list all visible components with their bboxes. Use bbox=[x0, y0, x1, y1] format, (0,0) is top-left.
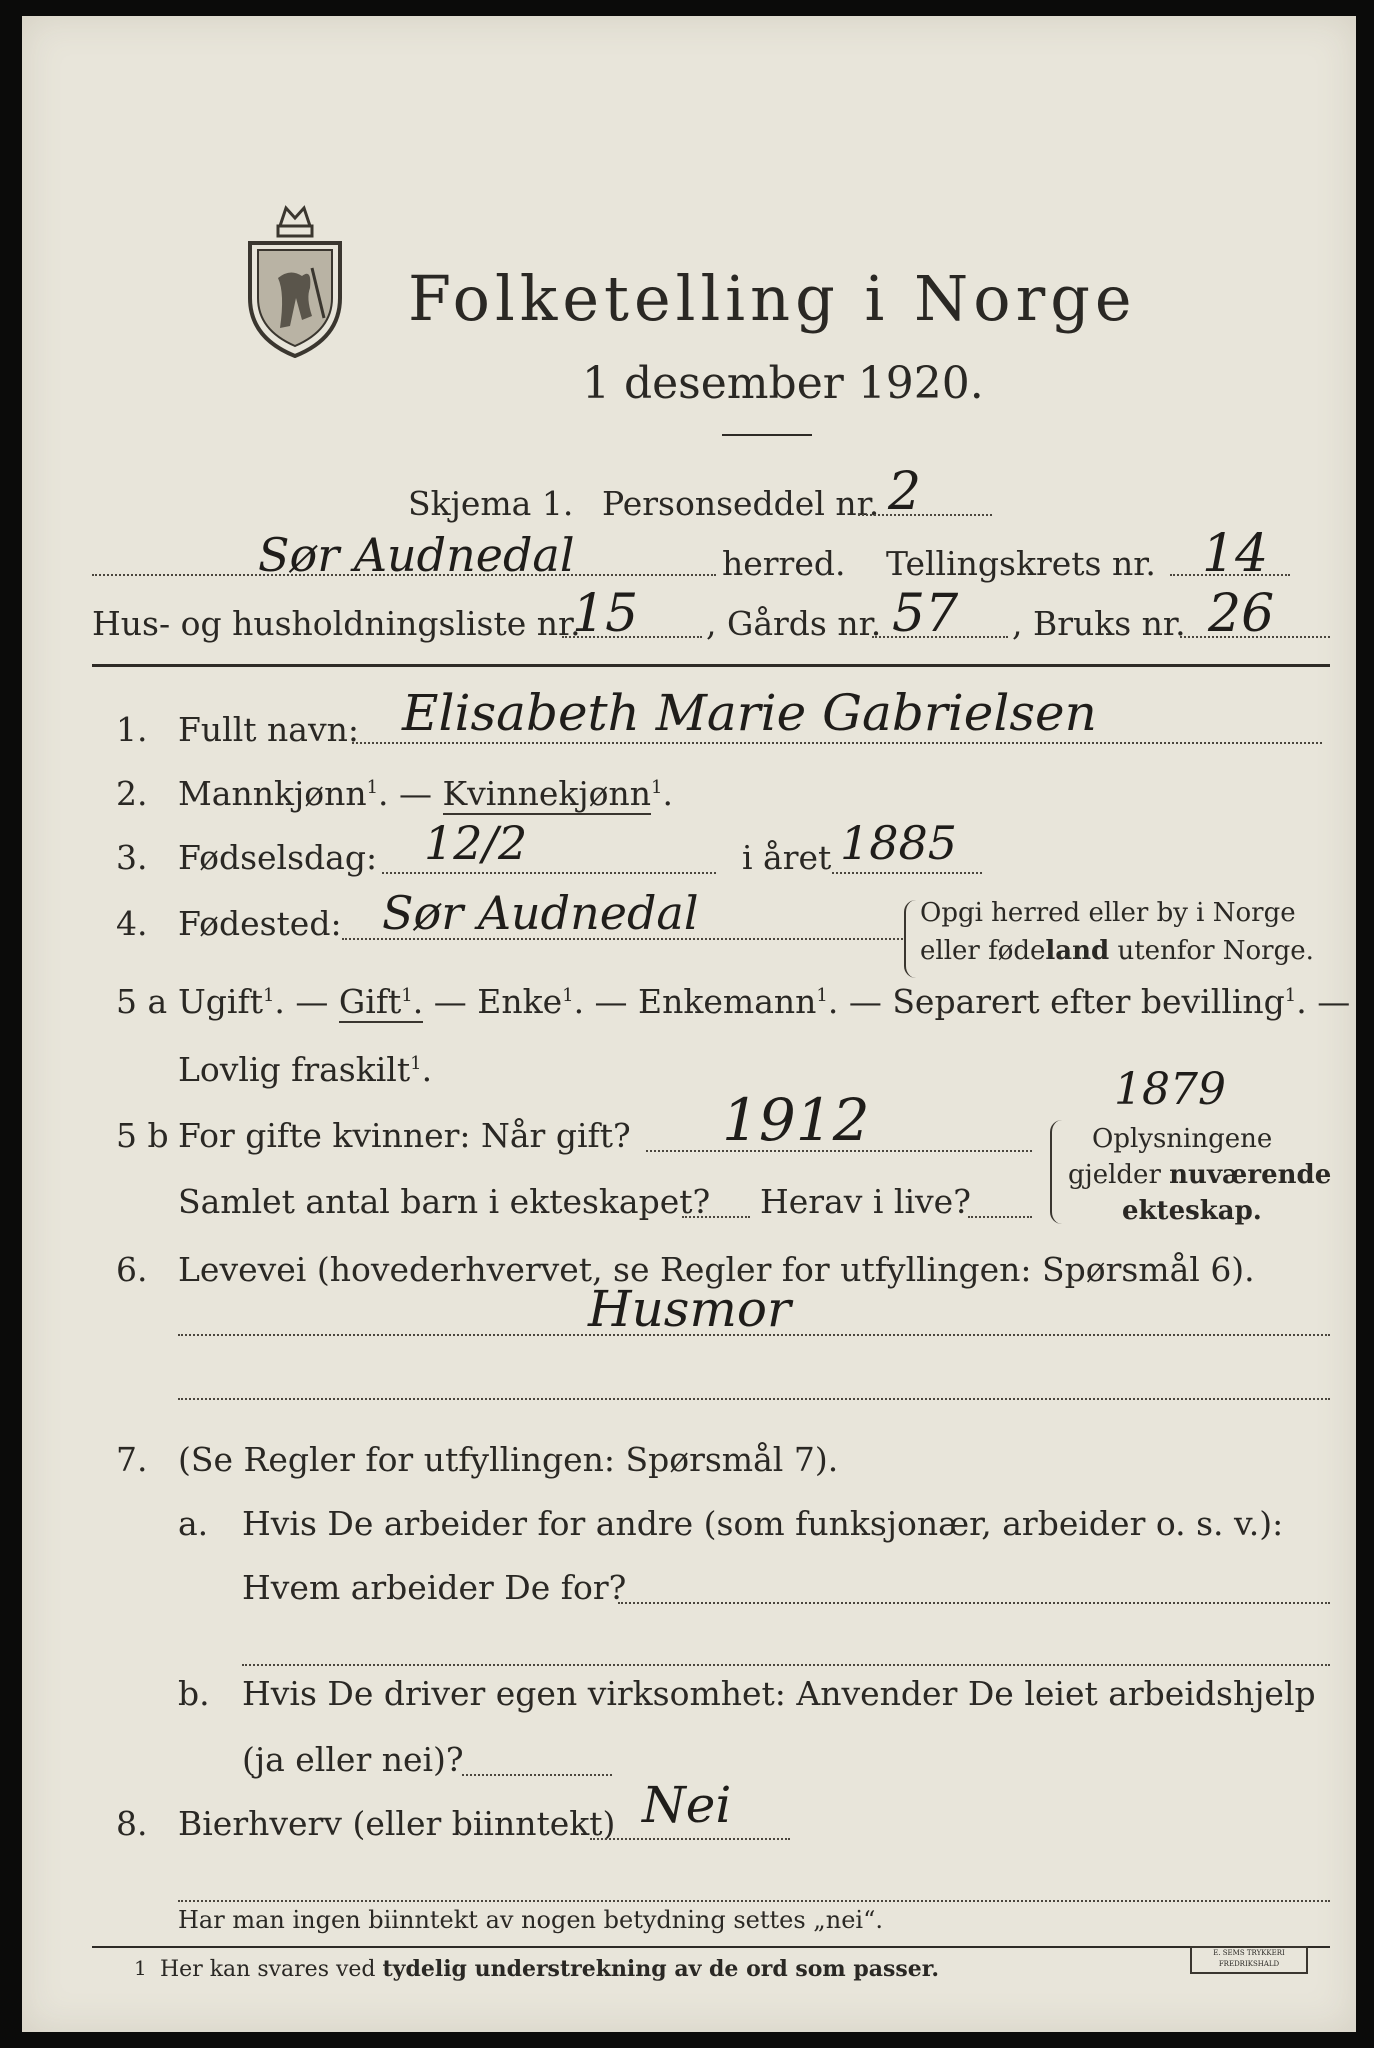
barn-line bbox=[682, 1216, 750, 1218]
skjema-label: Skjema 1. bbox=[408, 484, 574, 523]
enke-option[interactable]: Enke bbox=[477, 982, 563, 1021]
hus-value[interactable]: 15 bbox=[572, 584, 639, 644]
q7-number: 7. bbox=[116, 1440, 148, 1479]
q5b-note-2: gjelder nuværende bbox=[1068, 1160, 1332, 1190]
q4-note-2: eller fødeland utenfor Norge. bbox=[920, 936, 1314, 966]
fraskilt-option[interactable]: Lovlig fraskilt bbox=[178, 1050, 411, 1089]
q8-number: 8. bbox=[116, 1804, 148, 1843]
q2-options: Mannkjønn$^1$. — Kvinnekjønn$^1$. bbox=[178, 774, 673, 813]
q4-number: 4. bbox=[116, 904, 148, 943]
q6-label: Levevei (hovederhvervet, se Regler for utfyllingen: Spørsmål 6). bbox=[178, 1250, 1255, 1289]
married-year-value[interactable]: 1912 bbox=[722, 1086, 870, 1154]
side-income-value[interactable]: Nei bbox=[642, 1776, 732, 1834]
year-label: i året bbox=[742, 838, 832, 877]
q3-number: 3. bbox=[116, 838, 148, 877]
q1-label: Fullt navn: bbox=[178, 710, 359, 749]
hus-label: Hus- og husholdningsliste nr. bbox=[92, 604, 581, 643]
personseddel-line bbox=[858, 514, 992, 516]
full-name-value[interactable]: Elisabeth Marie Gabrielsen bbox=[402, 684, 1097, 742]
printer-stamp: E. SEMS TRYKKERI FREDRIKSHALD bbox=[1190, 1946, 1308, 1974]
q5a-options: Ugift$^1$. — Gift$^1$. — Enke$^1$. — Enkemann$^1$. — Separert efter bevilling$^1$. — bbox=[178, 982, 1351, 1021]
q7a-question: Hvem arbeider De for? bbox=[242, 1568, 627, 1607]
q6-number: 6. bbox=[116, 1250, 148, 1289]
live-label: Herav i live? bbox=[760, 1182, 971, 1221]
gards-value[interactable]: 57 bbox=[892, 584, 959, 644]
q8-line-2 bbox=[178, 1900, 1330, 1902]
year-line bbox=[832, 872, 982, 874]
q7a-letter: a. bbox=[178, 1504, 209, 1543]
q4-brace bbox=[904, 900, 916, 978]
nei-note: Har man ingen biinntekt av nogen betydning settes „nei“. bbox=[178, 1906, 883, 1934]
q6-line-2 bbox=[178, 1398, 1330, 1400]
tellingskrets-value[interactable]: 14 bbox=[1202, 524, 1269, 584]
form-title: Folketelling i Norge bbox=[408, 262, 1137, 335]
title-divider bbox=[722, 434, 812, 436]
q8-label: Bierhverv (eller biinntekt) bbox=[178, 1804, 616, 1843]
q5a-number: 5 a bbox=[116, 982, 168, 1021]
q7a-line-1[interactable] bbox=[618, 1602, 1330, 1604]
q7a-text: Hvis De arbeider for andre (som funksjonær, arbeider o. s. v.): bbox=[242, 1504, 1284, 1543]
bruks-label: , Bruks nr. bbox=[1012, 604, 1186, 643]
gards-label: , Gårds nr. bbox=[706, 604, 882, 643]
q7a-line-2[interactable] bbox=[242, 1664, 1330, 1666]
census-date: 1 desember 1920. bbox=[582, 358, 984, 409]
birthplace-value[interactable]: Sør Audnedal bbox=[382, 886, 699, 940]
census-form bbox=[22, 16, 1356, 2032]
footnote: Her kan svares ved tydelig understrekning av de ord som passer. bbox=[160, 1956, 940, 1982]
herred-value[interactable]: Sør Audnedal bbox=[258, 528, 575, 582]
q7b-line[interactable] bbox=[462, 1774, 612, 1776]
q1-number: 1. bbox=[116, 710, 148, 749]
ugift-option[interactable]: Ugift bbox=[178, 982, 263, 1021]
enkemann-option[interactable]: Enkemann bbox=[638, 982, 817, 1021]
birthday-value[interactable]: 12/2 bbox=[424, 816, 528, 870]
q5a-options-2: Lovlig fraskilt$^1$. bbox=[178, 1050, 433, 1089]
q2-number: 2. bbox=[116, 774, 148, 813]
q4-note-1: Opgi herred eller by i Norge bbox=[920, 898, 1296, 928]
q5b-number: 5 b bbox=[116, 1116, 169, 1155]
live-line bbox=[968, 1216, 1032, 1218]
footnote-mark: 1 bbox=[134, 1956, 147, 1980]
personseddel-value[interactable]: 2 bbox=[888, 462, 922, 522]
q7b-text: Hvis De driver egen virksomhet: Anvender De leiet arbeidshjelp bbox=[242, 1674, 1316, 1713]
q7b-letter: b. bbox=[178, 1674, 210, 1713]
bruks-value[interactable]: 26 bbox=[1208, 584, 1275, 644]
q5b-note-3: ekteskap. bbox=[1122, 1196, 1262, 1226]
separert-option[interactable]: Separert efter bevilling bbox=[892, 982, 1285, 1021]
q5b-label: For gifte kvinner: Når gift? bbox=[178, 1116, 631, 1155]
gift-option[interactable]: Gift$^1$. bbox=[338, 982, 424, 1021]
q7b-question: (ja eller nei)? bbox=[242, 1740, 464, 1779]
barn-label: Samlet antal barn i ekteskapet? bbox=[178, 1182, 711, 1221]
occupation-value[interactable]: Husmor bbox=[588, 1280, 791, 1338]
personseddel-label: Personseddel nr. bbox=[602, 484, 880, 523]
header-rule bbox=[92, 664, 1330, 667]
q4-label: Fødested: bbox=[178, 904, 342, 943]
mann-option[interactable]: Mannkjønn bbox=[178, 774, 367, 813]
q1-line bbox=[352, 742, 1322, 744]
q7-label: (Se Regler for utfyllingen: Spørsmål 7). bbox=[178, 1440, 839, 1479]
birth-year-value[interactable]: 1885 bbox=[840, 816, 958, 870]
q5b-brace bbox=[1050, 1120, 1064, 1224]
coat-of-arms-icon bbox=[240, 198, 350, 358]
q8-line bbox=[590, 1838, 790, 1840]
q3-label: Fødselsdag: bbox=[178, 838, 378, 877]
tellingskrets-label: Tellingskrets nr. bbox=[886, 544, 1156, 583]
kvinne-option[interactable]: Kvinnekjønn bbox=[442, 774, 652, 813]
herred-label: herred. bbox=[722, 544, 846, 583]
q5b-note-1: Oplysningene bbox=[1092, 1124, 1273, 1154]
margin-year-value[interactable]: 1879 bbox=[1114, 1064, 1226, 1115]
footer-rule bbox=[92, 1946, 1330, 1948]
q3-line bbox=[382, 872, 716, 874]
